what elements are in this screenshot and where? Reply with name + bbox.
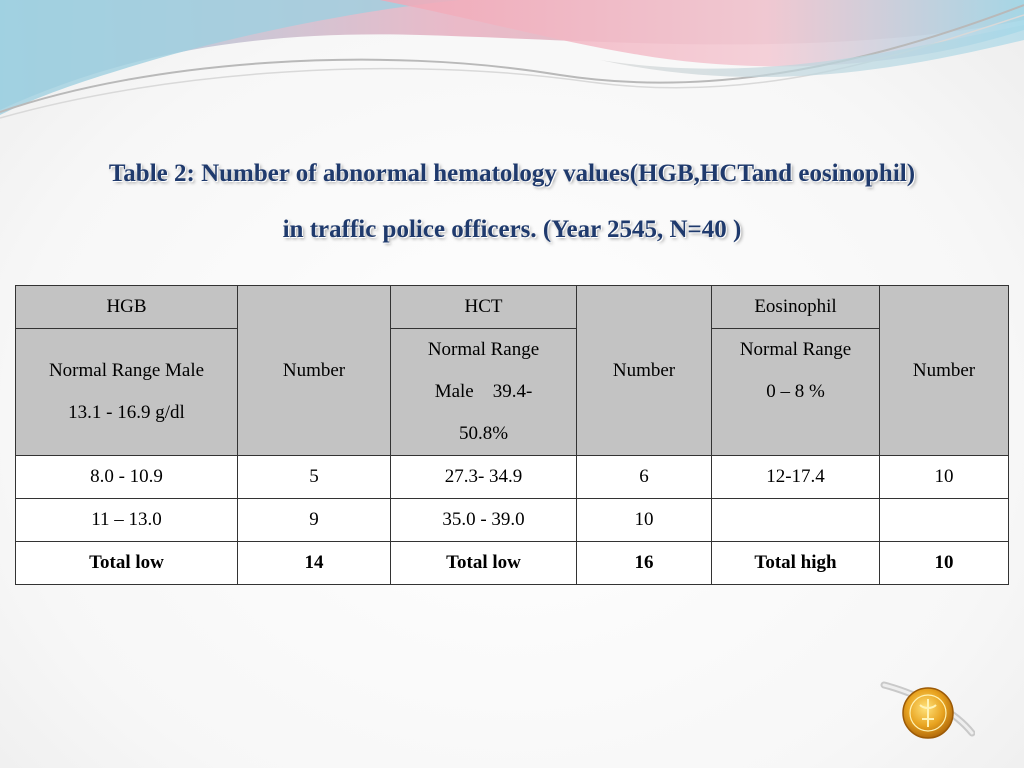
cell-eos-number: 10 <box>880 456 1009 499</box>
header-hct: HCT <box>391 286 577 329</box>
table-total-row <box>16 542 1009 585</box>
table-row <box>16 499 1009 542</box>
cell-hct-number: 10 <box>577 499 712 542</box>
emblem-icon <box>880 675 975 750</box>
cell-hct-number: 6 <box>577 456 712 499</box>
hct-range-line-2: Male 39.4- <box>434 381 533 402</box>
cell-hgb-number: 5 <box>238 456 391 499</box>
cell-hgb-range: 11 – 13.0 <box>16 499 238 542</box>
table-header-row <box>16 286 1009 329</box>
header-hgb-number: Number <box>238 286 391 456</box>
total-hgb-number: 14 <box>238 542 391 585</box>
hgb-normal-range <box>16 329 238 456</box>
cell-hct-range: 35.0 - 39.0 <box>391 499 577 542</box>
eosinophil-normal-range <box>712 329 880 456</box>
cell-eos-range: 12-17.4 <box>712 456 880 499</box>
hgb-range-line-2: 13.1 - 16.9 g/dl <box>68 402 185 423</box>
cell-hgb-range: 8.0 - 10.9 <box>16 456 238 499</box>
header-eosinophil-number: Number <box>880 286 1009 456</box>
slide-title-line-2: in traffic police officers. (Year 2545, N=40 ) <box>282 216 742 243</box>
cell-eos-number <box>880 499 1009 542</box>
total-eos-number: 10 <box>880 542 1009 585</box>
hgb-range-line-1: Normal Range Male <box>48 360 205 381</box>
header-hct-number: Number <box>577 286 712 456</box>
hct-range-line-3: 50.8% <box>458 423 509 444</box>
cell-eos-range <box>712 499 880 542</box>
total-hct-number: 16 <box>577 542 712 585</box>
table-row <box>16 456 1009 499</box>
cell-hct-range: 27.3- 34.9 <box>391 456 577 499</box>
total-eos-label: Total high <box>712 542 880 585</box>
slide-title-line-1: Table 2: Number of abnormal hematology values(HGB,HCTand eosinophil) <box>108 160 916 187</box>
total-hgb-label: Total low <box>16 542 238 585</box>
header-waves-decoration <box>0 0 1024 130</box>
table-subheader-row <box>16 329 1009 456</box>
cell-hgb-number: 9 <box>238 499 391 542</box>
hct-range-line-1: Normal Range <box>427 339 540 360</box>
total-hct-label: Total low <box>391 542 577 585</box>
hct-normal-range <box>391 329 577 456</box>
eos-range-line-1: Normal Range <box>739 339 852 360</box>
header-hgb: HGB <box>16 286 238 329</box>
header-eosinophil: Eosinophil <box>712 286 880 329</box>
eos-range-line-2: 0 – 8 % <box>766 381 825 402</box>
hematology-table <box>15 285 1009 585</box>
